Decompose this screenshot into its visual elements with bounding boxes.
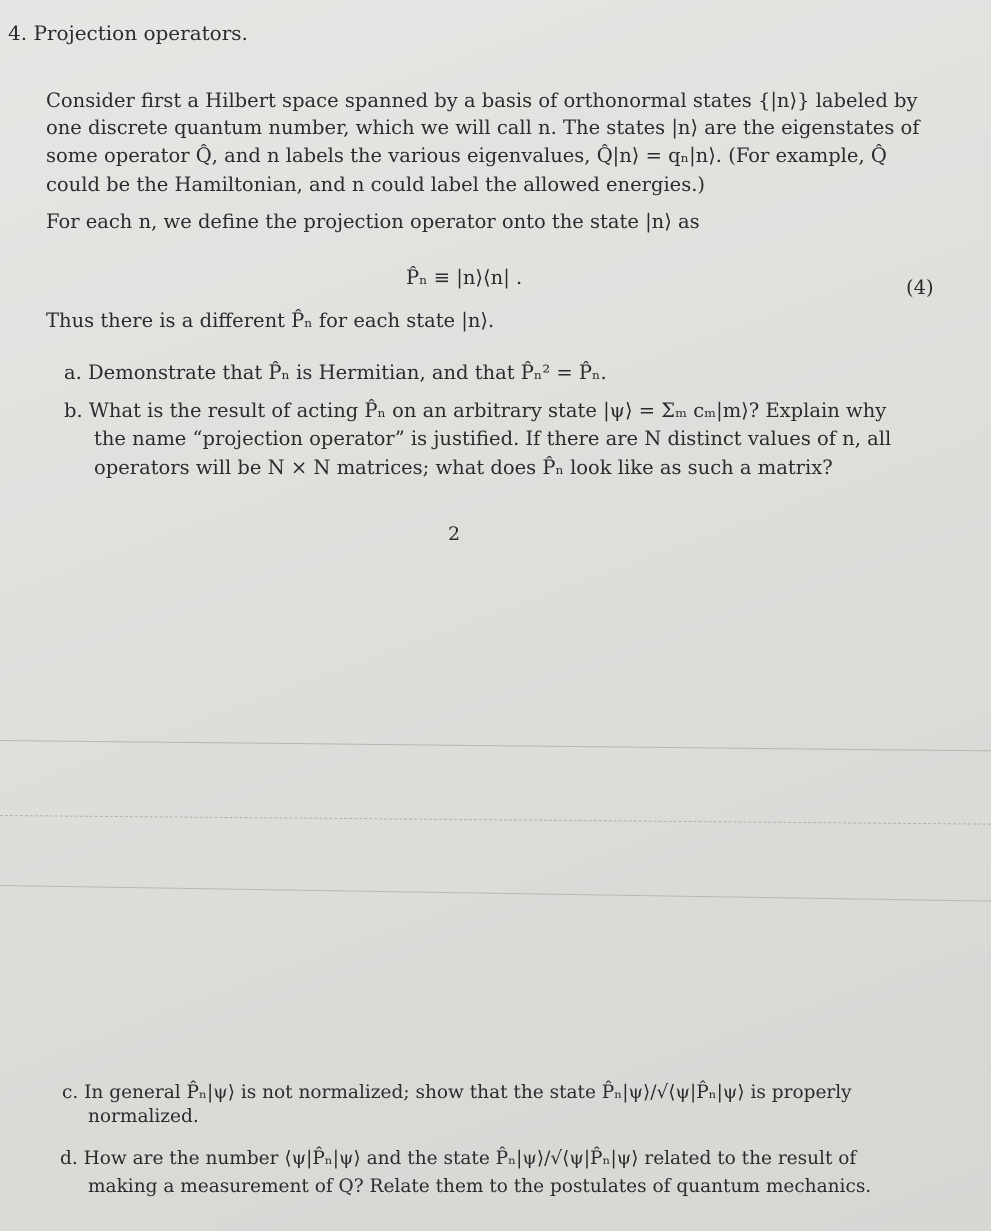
part-b-line-1: b. What is the result of acting P̂ₙ on an arbitrary state |ψ⟩ = Σₘ cₘ|m⟩? Explain why <box>64 399 887 422</box>
part-c-line-1: c. In general P̂ₙ|ψ⟩ is not normalized; show that the state P̂ₙ|ψ⟩/√⟨ψ|P̂ₙ|ψ⟩ is properly <box>62 1082 852 1103</box>
intro-line-3: some operator Q̂, and n labels the various eigenvalues, Q̂|n⟩ = qₙ|n⟩. (For example, Q̂ <box>46 144 887 167</box>
part-d-line-2: making a measurement of Q? Relate them to the postulates of quantum mechanics. <box>88 1176 872 1197</box>
problem-heading: 4. Projection operators. <box>8 21 248 45</box>
page-divider-line <box>0 740 991 751</box>
thus-line: Thus there is a different P̂ₙ for each state |n⟩. <box>46 309 495 332</box>
page-divider-line-lower <box>0 885 991 902</box>
part-a: a. Demonstrate that P̂ₙ is Hermitian, and that P̂ₙ² = P̂ₙ. <box>64 361 607 384</box>
intro-line-4: could be the Hamiltonian, and n could label the allowed energies.) <box>46 173 706 196</box>
projection-equation: P̂ₙ ≡ |n⟩⟨n| . <box>406 266 523 289</box>
part-d-line-1: d. How are the number ⟨ψ|P̂ₙ|ψ⟩ and the state P̂ₙ|ψ⟩/√⟨ψ|P̂ₙ|ψ⟩ related to the result of <box>60 1148 857 1169</box>
page-number: 2 <box>448 523 461 545</box>
define-line: For each n, we define the projection operator onto the state |n⟩ as <box>46 210 700 233</box>
part-b-line-3: operators will be N × N matrices; what does P̂ₙ look like as such a matrix? <box>94 456 833 479</box>
page-divider-dashed <box>0 815 991 825</box>
intro-line-2: one discrete quantum number, which we will call n. The states |n⟩ are the eigenstates of <box>46 116 920 139</box>
equation-number: (4) <box>906 276 934 299</box>
part-c-line-2: normalized. <box>88 1106 199 1127</box>
part-b-line-2: the name “projection operator” is justified. If there are N distinct values of n, all <box>94 427 892 450</box>
intro-line-1: Consider first a Hilbert space spanned by a basis of orthonormal states {|n⟩} labeled by <box>46 89 918 112</box>
